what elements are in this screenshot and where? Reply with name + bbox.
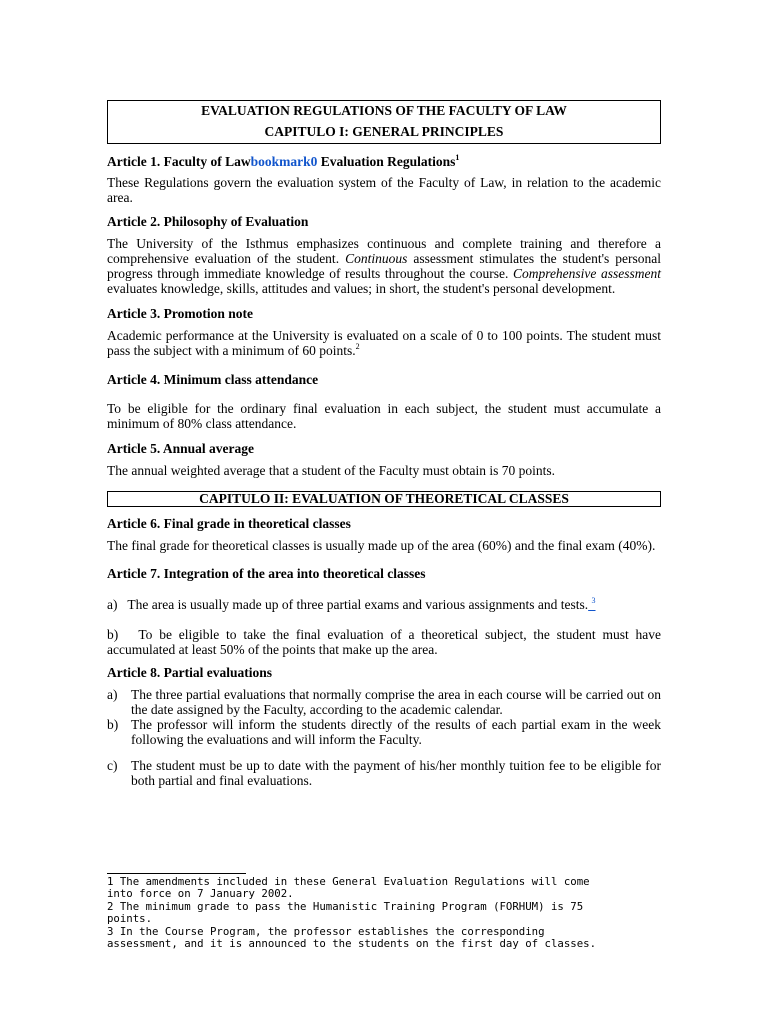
footnote-ref-1[interactable]: 1 [455, 153, 460, 162]
list-marker: b) [107, 717, 119, 732]
list-item-text: The professor will inform the students directly of the results of each partial exam in the week following the evaluations and will inform the Faculty. [131, 717, 661, 747]
article-2-italic-continuous: Continuous [345, 251, 408, 266]
list-item [107, 717, 661, 747]
article-3-heading: Article 3. Promotion note [107, 306, 253, 321]
footnote-3: 3 In the Course Program, the professor establishes the corresponding assessment, and it is announced to the students on the first day of classes. [107, 924, 597, 951]
article-7-item-b [107, 627, 661, 657]
list-item-text: The student must be up to date with the payment of his/her monthly tuition fee to be eligible for both partial and final evaluations. [131, 758, 661, 788]
list-item [107, 758, 661, 788]
footnote-ref-3[interactable]: 3 [591, 596, 596, 605]
article-5-heading: Article 5. Annual average [107, 441, 254, 456]
list-marker: a) [107, 597, 118, 612]
article-2-italic-comprehensive: Comprehensive assessment [512, 266, 661, 281]
footnote-separator [107, 873, 246, 874]
footnotes [107, 876, 667, 950]
list-item-text: The three partial evaluations that normally comprise the area in each course will be carried out on the date assigned by the Faculty, according to the academic calendar. [131, 687, 661, 717]
article-7-item-b-text: To be eligible to take the final evaluation of a theoretical subject, the student must have accumulated at least 50% of the points that make up the area. [107, 627, 661, 657]
footnote-1: 1 The amendments included in these General Evaluation Regulations will come into force on 7 January 2002. [107, 875, 590, 901]
article-1-heading [107, 154, 661, 170]
article-3-text [107, 328, 661, 358]
article-8-heading: Article 8. Partial evaluations [107, 665, 272, 680]
document-body [107, 100, 661, 788]
document-title-box [107, 100, 661, 144]
list-marker: b) [107, 627, 119, 642]
article-7-item-a-text: The area is usually made up of three partial exams and various assignments and tests. [127, 597, 589, 612]
footnote-2: 2 The minimum grade to pass the Humanistic Training Program (FORHUM) is 75 points. [107, 899, 584, 926]
article-5-text: The annual weighted average that a student of the Faculty must obtain is 70 points. [107, 463, 556, 478]
article-1-title-pre: Article 1. Faculty of Law [107, 154, 251, 169]
article-7-heading: Article 7. Integration of the area into theoretical classes [107, 566, 426, 581]
bookmark-link[interactable]: bookmark0 [250, 154, 318, 169]
article-1-title-post: Evaluation Regulations [317, 154, 456, 169]
article-2-text-part: The University of the Isthmus emphasizes continuous and complete training and therefore a comprehensive evaluation of the student. [107, 236, 661, 266]
article-6-heading: Article 6. Final grade in theoretical classes [107, 516, 351, 531]
document-title: EVALUATION REGULATIONS OF THE FACULTY OF LAW [201, 103, 567, 118]
article-2-text-part: assessment stimulates the student's personal progress through immediate knowledge of results throughout the course. [107, 251, 661, 281]
article-1-text: These Regulations govern the evaluation system of the Faculty of Law, in relation to the academic area. [107, 175, 661, 205]
article-6-text: The final grade for theoretical classes is usually made up of the area (60%) and the final exam (40%). [107, 538, 656, 553]
article-2-text [107, 236, 661, 296]
chapter-1-heading: CAPITULO I: GENERAL PRINCIPLES [264, 124, 504, 139]
footnote-ref-2[interactable]: 2 [355, 342, 360, 351]
article-2-heading: Article 2. Philosophy of Evaluation [107, 214, 309, 229]
article-3-text-body: Academic performance at the University is evaluated on a scale of 0 to 100 points. The student must pass the subject with a minimum of 60 points. [107, 328, 661, 358]
list-marker: a) [107, 687, 118, 702]
article-2-text-part: evaluates knowledge, skills, attitudes and values; in short, the student's personal development. [107, 281, 616, 296]
article-7-item-a [107, 595, 661, 612]
article-4-text: To be eligible for the ordinary final evaluation in each subject, the student must accumulate a minimum of 80% class attendance. [107, 401, 661, 431]
chapter-2-heading: CAPITULO II: EVALUATION OF THEORETICAL CLASSES [107, 491, 661, 507]
article-4-heading: Article 4. Minimum class attendance [107, 372, 319, 387]
list-marker: c) [107, 758, 118, 773]
list-item [107, 687, 661, 717]
